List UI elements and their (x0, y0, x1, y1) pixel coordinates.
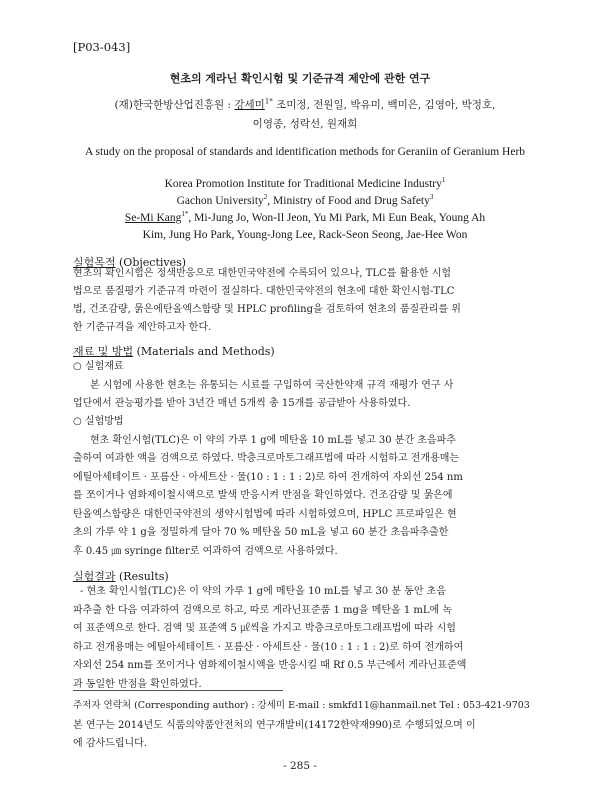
objectives-heading: 실험목적 (Objectives) (73, 256, 187, 269)
materials-line-1: 본 시험에 사용한 현초는 유통되는 시료를 구입하여 국산한약재 규격 재평가 연구 사 (90, 380, 454, 391)
results-line-2: 파추출 한 다음 여과하여 검액으로 하고, 따로 게라닌표준품 1 mg을 메탄올 1 mL에 녹 (73, 605, 453, 616)
results-line-6: 과 동일한 반점을 확인하였다. (73, 679, 202, 690)
english-authors-line-2: Kim, Jung Ho Park, Young-Jong Lee, Rack-Seon Seong, Jae-Hee Won (142, 229, 468, 241)
method-label: ○ 실험방법 (73, 416, 124, 427)
english-affiliation-2: Gachon University$^2$, Ministry of Food and Drug Safety$^3$ (176, 193, 434, 207)
method-line-5: 탄올엑스함량은 대한민국약전의 생약시험법에 따라 시험하였으며, HPLC 프로파일은 현 (73, 509, 457, 520)
english-affiliation-1: Korea Promotion Institute for Traditional Medicine Industry$^1$ (164, 176, 446, 190)
results-line-1: - 현초 확인시험(TLC)은 이 약의 가루 1 g에 메탄올 10 mL를 넣고 30 분 동안 초음 (80, 586, 446, 597)
page-number: - 285 - (283, 760, 317, 772)
english-authors-line-1: Se-Mi Kang$^{1*}$, Mi-Jung Jo, Won-Il Jeon, Yu Mi Park, Mi Eun Beak, Young Ah (124, 210, 486, 224)
results-line-4: 하고 전개용매는 에틸아세테이트 · 포름산 · 아세트산 · 물(10 : 1 : 1 : 2)로 하여 전개하여 (73, 642, 464, 653)
methods-heading: 재료 및 방법 (Materials and Methods) (73, 345, 275, 358)
footnote-divider (73, 690, 283, 691)
results-heading: 실험결과 (Results) (73, 570, 169, 583)
results-line-3: 여 표준액으로 한다. 검액 및 표준액 5 ㎕씩을 가지고 박층크로마토그래프법에 따라 시험 (73, 623, 456, 634)
korean-title: 현초의 게라닌 확인시험 및 기준규격 제안에 관한 연구 (169, 72, 431, 85)
english-title: A study on the proposal of standards and identification methods for Geraniin of Geranium Herb (84, 146, 526, 158)
corresponding-author: 주저자 연락처 (Corresponding author) : 강세미 E-mail : smkfd11@hanmail.net Tel : 053-421-9703 (73, 700, 530, 711)
method-line-6: 초의 가루 약 1 g을 정밀하게 달아 70 % 메탄올 50 mL을 넣고 60 분간 초음파추출한 (73, 527, 449, 538)
method-line-3: 에틸아세테이트 · 포름산 · 아세트산 · 물(10 : 1 : 1 : 2)로 하여 전개하여 자외선 254 nm (73, 472, 463, 483)
poster-code: [P03-043] (73, 40, 131, 54)
objectives-line-1: 현초의 확인시험은 정색반응으로 대한민국약전에 수록되어 있으나, TLC를 활용한 시험 (73, 268, 452, 279)
korean-coauthors: 조미정, 전원일, 박유미, 백미은, 김영아, 박정호, (272, 99, 496, 111)
korean-first-author: 강세미 (234, 99, 265, 111)
method-line-2: 출하여 여과한 액을 검액으로 하였다. 박층크로마토그래프법에 따라 시험하고 전개용매는 (73, 453, 460, 464)
method-line-1: 현초 확인시험(TLC)은 이 약의 가루 1 g에 메탄올 10 mL를 넣고 30 분간 초음파추 (90, 435, 456, 446)
method-line-4: 를 쪼이거나 염화제이철시액으로 발색 반응시켜 반점을 확인하였다. 건조감량 및 묽은에 (73, 490, 453, 501)
materials-label: ○ 실험재료 (73, 361, 124, 372)
objectives-line-3: 법, 건조감량, 묽은에탄올엑스함량 및 HPLC profiling을 검토하여 현초의 품질관리를 위 (73, 304, 461, 315)
objectives-line-4: 한 기준규격을 제안하고자 한다. (73, 322, 212, 333)
funding-line-1: 본 연구는 2014년도 식품의약품안전처의 연구개발비(14172한약재990)로 수행되었으며 이 (73, 720, 476, 731)
korean-affiliation-prefix: (재)한국한방산업진흥원 : (114, 99, 235, 111)
results-line-5: 자외선 254 nm를 쪼이거나 염화제이철시액을 반응시킬 때 Rf 0.5 부근에서 게라닌표준액 (73, 660, 467, 671)
english-first-author: Se-Mi Kang (124, 212, 182, 224)
korean-authors-line-2: 이영종, 성락선, 원재희 (252, 118, 358, 130)
objectives-line-2: 법으로 품질평가 기준규격 마련이 절실하다. 대한민국약전의 현초에 대한 확인시험-TLC (73, 286, 455, 297)
funding-line-2: 에 감사드립니다. (73, 738, 147, 749)
korean-authors-line-1: (재)한국한방산업진흥원 : 강세미$^{1*}$ 조미정, 전원일, 박유미, 백미은, 김영아, 박정호, (114, 97, 496, 111)
materials-line-2: 업단에서 관능평가를 받아 3년간 매년 5개씩 총 15개를 공급받아 사용하였다. (73, 398, 411, 409)
method-line-7: 후 0.45 ㎛ syringe filter로 여과하여 검액으로 사용하였다. (73, 546, 338, 557)
